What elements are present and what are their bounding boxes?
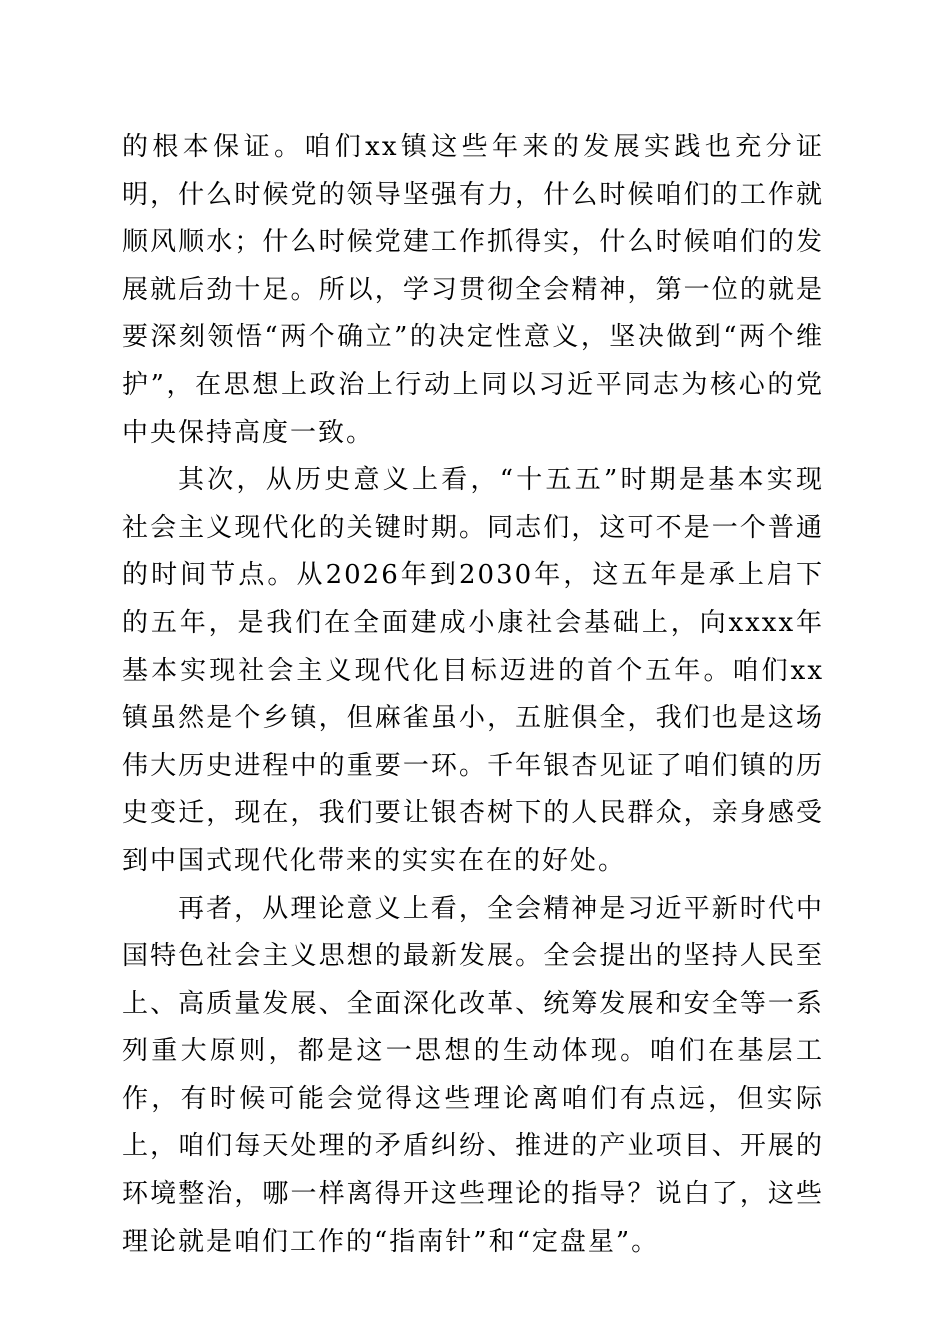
- document-body: [122, 124, 824, 1266]
- paragraph-theoretical-significance: 再者，从理论意义上看，全会精神是习近平新时代中国特色社会主义思想的最新发展。全会提出的坚持人民至上、高质量发展、全面深化改革、统筹发展和安全等一系列重大原则，都是这一思想的生动体现。咱们在基层工作，有时候可能会觉得这些理论离咱们有点远，但实际上，咱们每天处理的矛盾纠纷、推进的产业项目、开展的环境整治，哪一样离得开这些理论的指导？说白了，这些理论就是咱们工作的“指南针”和“定盘星”。: [122, 893, 824, 1257]
- paragraph-continuation: 的根本保证。咱们xx镇这些年来的发展实践也充分证明，什么时候党的领导坚强有力，什么时候咱们的工作就顺风顺水；什么时候党建工作抓得实，什么时候咱们的发展就后劲十足。所以，学习贯彻全会精神，第一位的就是要深刻领悟“两个确立”的决定性意义，坚决做到“两个维护”，在思想上政治上行动上同以习近平同志为核心的党中央保持高度一致。: [122, 132, 824, 448]
- paragraph-historical-significance: 其次，从历史意义上看，“十五五”时期是基本实现社会主义现代化的关键时期。同志们，这可不是一个普通的时间节点。从2026年到2030年，这五年是承上启下的五年，是我们在全面建成小康社会基础上，向xxxx年基本实现社会主义现代化目标迈进的首个五年。咱们xx镇虽然是个乡镇，但麻雀虽小，五脏俱全，我们也是这场伟大历史进程中的重要一环。千年银杏见证了咱们镇的历史变迁，现在，我们要让银杏树下的人民群众，亲身感受到中国式现代化带来的实实在在的好处。: [122, 465, 824, 876]
